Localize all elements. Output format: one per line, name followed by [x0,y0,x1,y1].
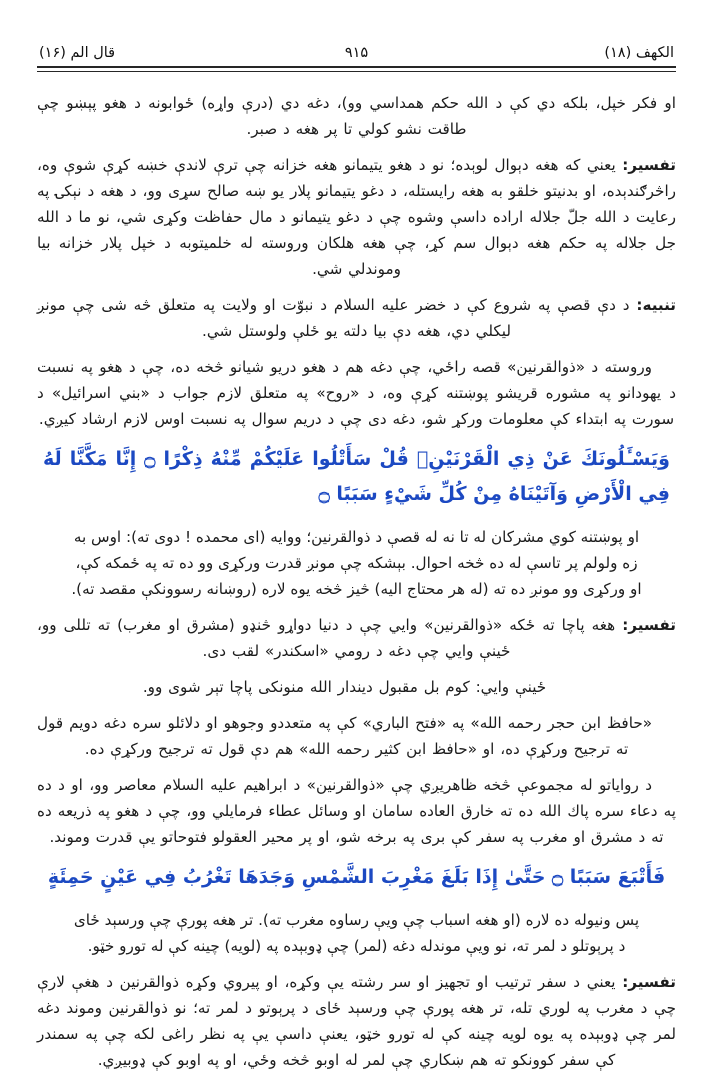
paragraph-riwayat: د رواياتو له مجموعې څخه ظاهريږي چې «ذوالقرنين» د ابراهيم عليه السلام معاصر وو، او د ده په دعاء سره پاك الله ده ته خارق العاده سامان او وسائل عطاء فرمايلي وو، چې د هغو په ذريعه ده ته د مشرق او مغرب په سفر كې برى په برخه شو، او پر محير العقولو فتوحاتو يې قدرت وموند. [37,775,676,846]
page-header [37,44,676,66]
verse-translation-85-86: پس ونيوله ده لاره (او هغه اسباب چې ويې رساوه مغرب ته). تر هغه پورې چې ورسېد ځاى د پرېوتلو د لمر ته، نو ويې موندله دغه (لمر) چې ډوبېده په (لويه) چينه كې له تورو خټو. [73,910,640,955]
tafsir-text: هغه پاچا ته ځكه «ذوالقرنين» وايي چې د دنيا دواړو څنډو (مشرق او مغرب) ته تللى وو، ځينې وايي چې دغه د رومي «اسكندر» لقب دى. [37,615,616,660]
paragraph-tafsir-wall [37,152,676,282]
header-surah-name: الكهف (۱۸) [604,45,674,61]
paragraph-tafsir-journey [37,969,676,1073]
quran-verse-kahf-85-86: فَأَتْبَعَ سَبَبًا ۝ حَتَّىٰ إِذَا بَلَغَ مَغْرِبَ الشَّمْسِ وَجَدَهَا تَغْرُبُ فِي عَيْنٍ حَمِئَةٍ [47,865,666,888]
tafsir-lead-label: تفسير: [622,155,677,174]
tafsir-lead-label: تفسير: [622,615,677,634]
paragraph-other-opinion: ځينې وايي: كوم بل مقبول ديندار الله منونكى پاچا تېر شوى وو. [142,677,547,696]
paragraph-tanbih [37,292,676,344]
paragraph-dhulqarnayn-intro: وروسته د «ذوالقرنين» قصه راځي، چې دغه هم د هغو دريو شيانو څخه ده، چې د هغو په نسبت د يهودانو په مشوره قريشو پوښتنه كړې وه، د «روح» په متعلق لازم جواب د «بني اسرائيل» د سورت په ابتداء كې معلومات وركړ شو، دغه دى چې د دريم سوال په نسبت اوس لازم ارشاد كيږي. [37,357,676,428]
header-page-number: ۹۱۵ [344,45,369,61]
tanbih-lead-label: تنبيه: [636,295,676,314]
tanbih-text: د دې قصې په شروع كې د خضر عليه السلام د نبوّت او ولايت په متعلق څه شى چې مونږ ليكلي دي، هغه دې بيا دلته يو ځلې ولوستل شي. [37,295,630,340]
tafsir-text: يعني د سفر ترتيب او تجهيز او سر رشته يې وكړه، او پيروي وكړه ذوالقرنين د هغې لارې چې د مغرب په لوري تله، تر هغه پورې چې ورسېد ځاى د پرېوتو د لمر ته؛ نو ذوالقرنين وموند دغه لمر چې ډوبېده په يوه لويه چينه كې له تورو خټو، يعنې داسې يې په نظر راغى لكه چې په سمندر كې سفر كوونكو ته هم ښكاري چې لمر له اوبو څخه وځي، او په اوبو كې ډوبيږي. [37,972,676,1069]
paragraph-ibn-hajar: «حافظ ابن حجر رحمه الله» په «فتح الباري» كې په متعددو وجوهو او دلائلو سره دغه دويم قول ته ترجيح وركړې ده، او «حافظ ابن كثير رحمه الله» هم دې قول ته ترجيح وركړې ده. [37,713,652,758]
header-para-name: قال الم (۱۶) [39,45,116,61]
tafsir-text: يعني كه هغه دېوال لوېده؛ نو د هغو يتيمانو هغه خزانه چې ترې لاندې خښه كړې شوې وه، راڅرګندېده، او بدنيتو خلقو به هغه رايستله، د دغو يتيمانو پلار يو ښه صالح سړى وو، د هغه د نېكۍ په رعايت د الله جلّ جلاله اراده داسې وشوه چې د دغو يتيمانو د مال حفاظت وكړى شي، نو ما د الله جل جلاله په حكم هغه دېوال سم كړ، چې هغه هلكان وروسته له خلميتوبه د خپل پلار خزانه بيا وموندلي شي. [37,155,676,278]
header-double-rule [37,66,676,72]
paragraph-continuation: او فكر خپل، بلكه دي كې د الله حكم همداسي وو)، دغه دي (درې واړه) ځوابونه د هغو پېښو چې طاقت نشو كولي تا پر هغه د صبر. [37,93,676,138]
verse-translation-83-84: او پوښتنه كوي مشركان له تا نه له قصې د ذوالقرنين؛ ووايه (اى محمده ! دوى ته): اوس به زه ولولم پر تاسې له ده څخه احوال. بېشكه چې مونږ قدرت وركړى وو ده ته په ځمكه كې، او وركړى وو مونږ ده ته (له هر محتاج اليه) څيز څخه يوه لاره (روښانه رسوونكې مقصد ته). [71,527,642,598]
tafsir-lead-label: تفسير: [622,972,676,991]
quran-verse-kahf-83-84: وَيَسْـَٔلُونَكَ عَنْ ذِي الْقَرْنَيْنِۖ قُلْ سَأَتْلُوا عَلَيْكُمْ مِّنْهُ ذِكْرًا ۝ إِنَّا مَكَّنَّا لَهُ فِي الْأَرْضِ وَآتَيْنَاهُ مِنْ كُلِّ شَيْءٍ سَبَبًا ۝ [43,447,670,505]
paragraph-tafsir-dhulqarnayn [37,612,676,664]
